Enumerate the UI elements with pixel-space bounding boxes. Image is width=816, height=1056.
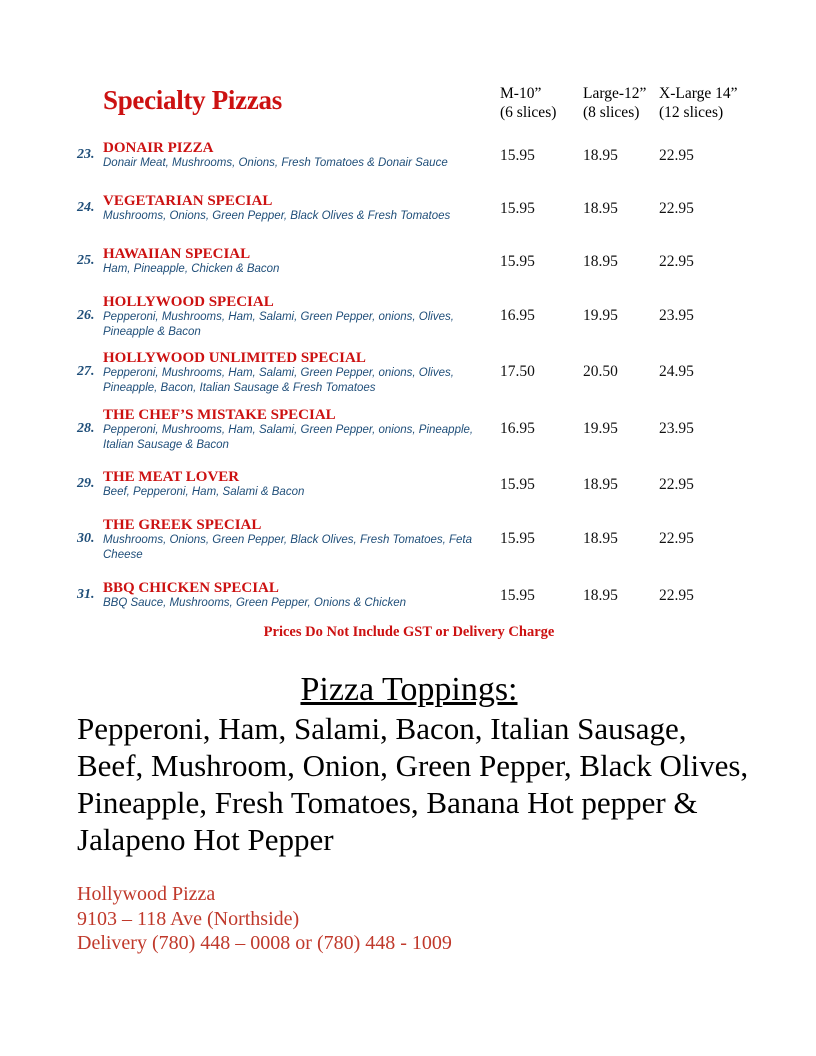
item-description: Mushrooms, Onions, Green Pepper, Black Olives, Fresh Tomatoes, Feta Cheese <box>103 534 473 561</box>
price-xlarge: 22.95 <box>659 200 694 217</box>
item-description: Beef, Pepperoni, Ham, Salami & Bacon <box>103 486 305 498</box>
item-name: THE CHEF’S MISTAKE SPECIAL <box>103 407 336 423</box>
item-name: BBQ CHICKEN SPECIAL <box>103 580 279 596</box>
page-title: Specialty Pizzas <box>103 85 282 115</box>
item-description: Ham, Pineapple, Chicken & Bacon <box>103 263 280 275</box>
price-large: 18.95 <box>583 253 618 270</box>
price-medium: 17.50 <box>500 363 535 380</box>
contact-info <box>77 882 452 956</box>
size-slices: (8 slices) <box>583 104 640 121</box>
price-xlarge: 23.95 <box>659 420 694 437</box>
toppings-list: Pepperoni, Ham, Salami, Bacon, Italian Sausage, Beef, Mushroom, Onion, Green Pepper, Black Olives, Pineapple, Fresh Tomatoes, Banana Hot pepper & Jalapeno Hot Pepper <box>77 711 749 857</box>
price-medium: 15.95 <box>500 147 535 164</box>
price-medium: 15.95 <box>500 587 535 604</box>
item-name: DONAIR PIZZA <box>103 140 214 156</box>
price-large: 18.95 <box>583 587 618 604</box>
price-xlarge: 22.95 <box>659 253 694 270</box>
item-name: VEGETARIAN SPECIAL <box>103 193 273 209</box>
item-description: Pepperoni, Mushrooms, Ham, Salami, Green Pepper, onions, Olives, Pineapple & Bacon <box>103 311 454 338</box>
item-name: THE GREEK SPECIAL <box>103 517 262 533</box>
item-name: HAWAIIAN SPECIAL <box>103 246 251 262</box>
size-header-large <box>583 84 646 122</box>
toppings-title: Pizza Toppings: <box>300 671 518 708</box>
price-medium: 15.95 <box>500 253 535 270</box>
item-description: Pepperoni, Mushrooms, Ham, Salami, Green Pepper, onions, Olives, Pineapple, Bacon, Italian Sausage & Fresh Tomatoes <box>103 367 454 394</box>
item-number: 23. <box>77 147 95 162</box>
price-xlarge: 22.95 <box>659 476 694 493</box>
size-name: M-10” <box>500 85 542 102</box>
item-number: 28. <box>77 421 95 436</box>
size-header-medium <box>500 84 556 122</box>
item-number: 30. <box>77 531 95 546</box>
item-description: Donair Meat, Mushrooms, Onions, Fresh Tomatoes & Donair Sauce <box>103 157 448 169</box>
item-name: HOLLYWOOD SPECIAL <box>103 294 274 310</box>
item-name: THE MEAT LOVER <box>103 469 240 485</box>
item-number: 27. <box>77 364 95 379</box>
item-number: 25. <box>77 253 95 268</box>
size-name: Large-12” <box>583 85 647 102</box>
item-name: HOLLYWOOD UNLIMITED SPECIAL <box>103 350 366 366</box>
price-medium: 15.95 <box>500 476 535 493</box>
price-xlarge: 24.95 <box>659 363 694 380</box>
price-xlarge: 22.95 <box>659 530 694 547</box>
size-slices: (12 slices) <box>659 104 724 121</box>
restaurant-address: 9103 – 118 Ave (Northside) <box>77 907 300 930</box>
price-medium: 16.95 <box>500 420 535 437</box>
item-description: Pepperoni, Mushrooms, Ham, Salami, Green Pepper, onions, Pineapple, Italian Sausage & Bacon <box>103 424 474 451</box>
price-medium: 16.95 <box>500 307 535 324</box>
item-number: 26. <box>77 308 95 323</box>
delivery-phone: Delivery (780) 448 – 0008 or (780) 448 - 1009 <box>77 932 452 954</box>
item-number: 31. <box>77 587 95 602</box>
price-large: 18.95 <box>583 200 618 217</box>
price-large: 18.95 <box>583 476 618 493</box>
price-large: 18.95 <box>583 147 618 164</box>
item-number: 29. <box>77 476 95 491</box>
item-description: Mushrooms, Onions, Green Pepper, Black Olives & Fresh Tomatoes <box>103 210 451 222</box>
price-large: 19.95 <box>583 307 618 324</box>
price-xlarge: 23.95 <box>659 307 694 324</box>
size-header-xlarge <box>659 84 737 122</box>
price-medium: 15.95 <box>500 200 535 217</box>
price-xlarge: 22.95 <box>659 147 694 164</box>
price-large: 20.50 <box>583 363 618 380</box>
item-description: BBQ Sauce, Mushrooms, Green Pepper, Onions & Chicken <box>103 597 406 609</box>
price-xlarge: 22.95 <box>659 587 694 604</box>
size-name: X-Large 14” <box>659 85 738 102</box>
price-medium: 15.95 <box>500 530 535 547</box>
size-slices: (6 slices) <box>500 104 557 121</box>
restaurant-name: Hollywood Pizza <box>77 883 216 905</box>
price-large: 19.95 <box>583 420 618 437</box>
item-number: 24. <box>77 200 95 215</box>
price-large: 18.95 <box>583 530 618 547</box>
price-disclaimer: Prices Do Not Include GST or Delivery Charge <box>263 624 555 640</box>
